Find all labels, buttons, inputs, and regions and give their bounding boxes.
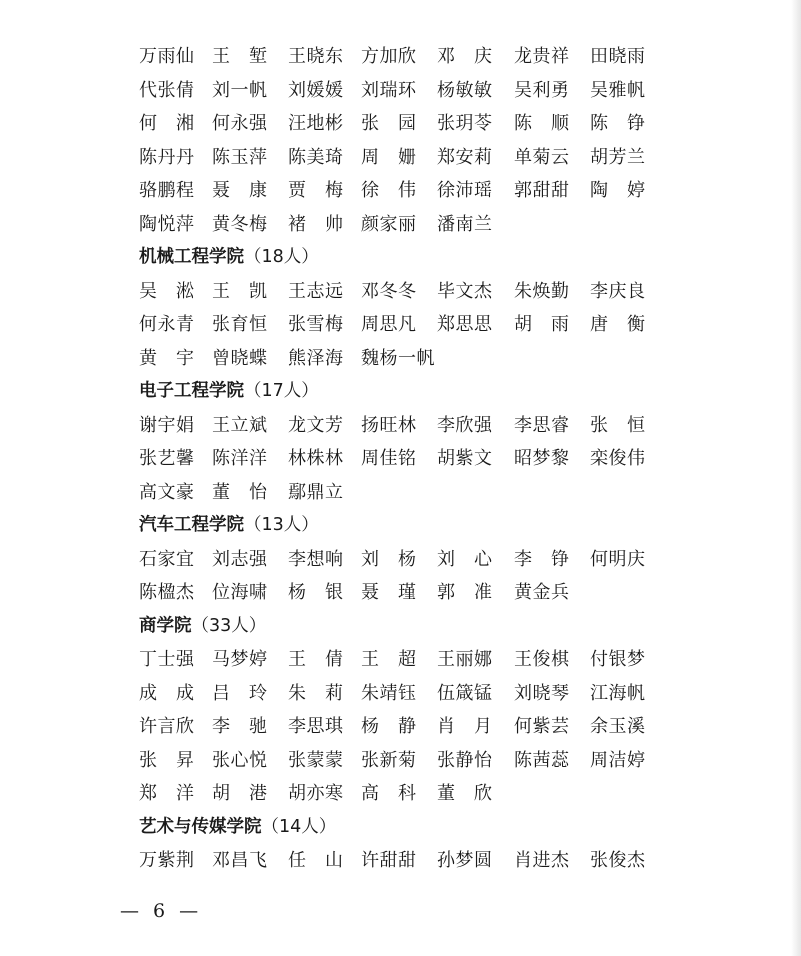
person-name: 吴雅帆 [590,79,646,101]
person-name: 李 驰 [212,716,268,737]
person-name: 邓冬冬 [361,280,417,302]
section-count: （17人） [244,381,319,401]
person-name: 余玉溪 [590,716,646,737]
person-name: 吴利勇 [514,79,570,101]
person-name: 扬旺林 [361,414,417,436]
person-name: 田晓雨 [590,46,646,67]
section-title: 艺术与传媒学院 [139,816,262,837]
name-row [0,174,780,207]
section-heading [139,610,266,643]
person-name: 王志远 [288,280,344,302]
person-name: 成 成 [139,682,195,704]
person-name: 张雪梅 [288,314,344,335]
person-name: 董 欣 [437,783,493,804]
person-name: 陶悦萍 [139,213,195,235]
person-name: 聂 瑾 [361,582,417,603]
person-name: 杨 静 [361,716,417,737]
person-name: 高文豪 [139,481,195,503]
person-name: 龙贵祥 [514,46,570,67]
person-name: 刘瑞环 [361,79,417,101]
person-name: 褚 帅 [288,213,344,235]
person-name: 唐 衡 [590,314,646,335]
person-name: 陈 顺 [514,113,570,134]
person-name: 肖 月 [437,716,493,737]
person-name: 陶 婷 [590,180,646,201]
person-name: 张艺馨 [139,448,195,469]
person-name: 许言欣 [139,716,195,737]
person-name: 张 昇 [139,749,195,771]
person-name: 李欣强 [437,414,493,436]
section-heading [139,241,319,274]
person-name: 朱焕勤 [514,280,570,302]
name-row [0,777,780,810]
section-count: （18人） [244,247,319,267]
page-edge-shadow [791,0,801,956]
name-row [0,342,780,375]
person-name: 陈洋洋 [212,448,268,469]
person-name: 万雨仙 [139,46,195,67]
person-name: 许甜甜 [361,850,417,871]
person-name: 毕文杰 [437,280,493,302]
person-name: 何永青 [139,314,195,335]
person-name: 胡芳兰 [590,146,646,168]
name-row [0,744,780,777]
person-name: 郑 洋 [139,783,195,804]
person-name: 鄢鼎立 [288,481,344,503]
page-number: — 6 — [120,900,203,922]
person-name: 陈玉萍 [212,146,268,168]
person-name: 周佳铭 [361,448,417,469]
section-heading [139,375,319,408]
name-row [0,476,780,509]
name-row [0,677,780,710]
person-name: 昭梦黎 [514,448,570,469]
person-name: 张新菊 [361,749,417,771]
person-name: 曾晓蝶 [212,347,268,369]
section-title: 电子工程学院 [139,381,244,401]
name-row [0,208,780,241]
person-name: 胡 港 [212,783,268,804]
person-name: 张玥苓 [437,113,493,134]
person-name: 胡紫文 [437,448,493,469]
person-name: 李想响 [288,548,344,570]
person-name: 骆鹏程 [139,180,195,201]
person-name: 张蒙蒙 [288,749,344,771]
name-row [0,409,780,442]
person-name: 刘晓琴 [514,682,570,704]
person-name: 陈 铮 [590,113,646,134]
person-name: 张 恒 [590,414,646,436]
person-name: 何紫芸 [514,716,570,737]
person-name: 谢宇娟 [139,414,195,436]
person-name: 张心悦 [212,749,268,771]
person-name: 马梦婷 [212,649,268,670]
person-name: 龙文芳 [288,414,344,436]
name-row [0,543,780,576]
person-name: 高 科 [361,783,417,804]
person-name: 刘 杨 [361,548,417,570]
section-title: 机械工程学院 [139,247,244,267]
person-name: 魏杨一帆 [361,347,435,369]
person-name: 朱靖钰 [361,682,417,704]
person-name: 石家宜 [139,548,195,570]
person-name: 黄金兵 [514,582,570,603]
person-name: 聂 康 [212,180,268,201]
person-name: 王 倩 [288,649,344,670]
person-name: 位海啸 [212,582,268,603]
person-name: 张育恒 [212,314,268,335]
name-row [0,643,780,676]
section-title: 汽车工程学院 [139,515,244,535]
person-name: 刘媛媛 [288,79,344,101]
name-row [0,107,780,140]
person-name: 郑安莉 [437,146,493,168]
person-name: 王立斌 [212,414,268,436]
person-name: 周 姗 [361,146,417,168]
person-name: 代张倩 [139,79,195,101]
person-name: 李 铮 [514,548,570,570]
person-name: 杨 银 [288,582,344,603]
person-name: 王 凯 [212,280,268,302]
person-name: 贾 梅 [288,180,344,201]
person-name: 王俊棋 [514,649,570,670]
name-row [0,308,780,341]
person-name: 胡 雨 [514,314,570,335]
person-name: 邓昌飞 [212,850,268,871]
person-name: 朱 莉 [288,682,344,704]
person-name: 颜家丽 [361,213,417,235]
person-name: 付银梦 [590,649,646,670]
person-name: 栾俊伟 [590,448,646,469]
person-name: 郑思思 [437,314,493,335]
person-name: 王丽娜 [437,649,493,670]
person-name: 邓 庆 [437,46,493,67]
person-name: 周洁婷 [590,749,646,771]
person-name: 汪地彬 [288,113,344,134]
section-count: （33人） [191,615,267,636]
person-name: 张 园 [361,113,417,134]
person-name: 林株林 [288,448,344,469]
person-name: 何 湘 [139,113,195,134]
person-name: 孙梦圆 [437,850,493,871]
person-name: 吴 淞 [139,280,195,302]
person-name: 何永强 [212,113,268,134]
person-name: 王晓东 [288,46,344,67]
section-heading [139,811,336,844]
person-name: 王 超 [361,649,417,670]
person-name: 方加欣 [361,46,417,67]
person-name: 任 山 [288,850,344,871]
section-title: 商学院 [139,615,192,636]
person-name: 李庆良 [590,280,646,302]
person-name: 徐沛瑶 [437,180,493,201]
person-name: 王 堑 [212,46,268,67]
name-row [0,442,780,475]
person-name: 陈美琦 [288,146,344,168]
person-name: 陈丹丹 [139,146,195,168]
name-row [0,576,780,609]
person-name: 周思凡 [361,314,417,335]
person-name: 单菊云 [514,146,570,168]
name-row [0,710,780,743]
person-name: 刘志强 [212,548,268,570]
name-row [0,40,780,73]
name-row [0,74,780,107]
name-row [0,844,780,877]
person-name: 刘 心 [437,548,493,570]
person-name: 肖进杰 [514,850,570,871]
person-name: 杨敏敏 [437,79,493,101]
person-name: 丁士强 [139,649,195,670]
section-heading [139,509,319,542]
person-name: 潘南兰 [437,213,493,235]
person-name: 伍箴锰 [437,682,493,704]
person-name: 郭 准 [437,582,493,603]
person-name: 徐 伟 [361,180,417,201]
person-name: 刘一帆 [212,79,268,101]
section-count: （13人） [244,515,319,535]
person-name: 熊泽海 [288,347,344,369]
person-name: 郭甜甜 [514,180,570,201]
person-name: 黄冬梅 [212,213,268,235]
person-name: 何明庆 [590,548,646,570]
name-row [0,141,780,174]
person-name: 吕 玲 [212,682,268,704]
section-count: （14人） [261,816,337,837]
person-name: 李思琪 [288,716,344,737]
person-name: 董 怡 [212,481,268,503]
person-name: 张静怡 [437,749,493,771]
person-name: 胡亦寒 [288,783,344,804]
person-name: 李思睿 [514,414,570,436]
person-name: 陈楹杰 [139,582,195,603]
person-name: 黄 宇 [139,347,195,369]
name-row [0,275,780,308]
person-name: 陈茜蕊 [514,749,570,771]
person-name: 江海帆 [590,682,646,704]
person-name: 万紫荆 [139,850,195,871]
person-name: 张俊杰 [590,850,646,871]
